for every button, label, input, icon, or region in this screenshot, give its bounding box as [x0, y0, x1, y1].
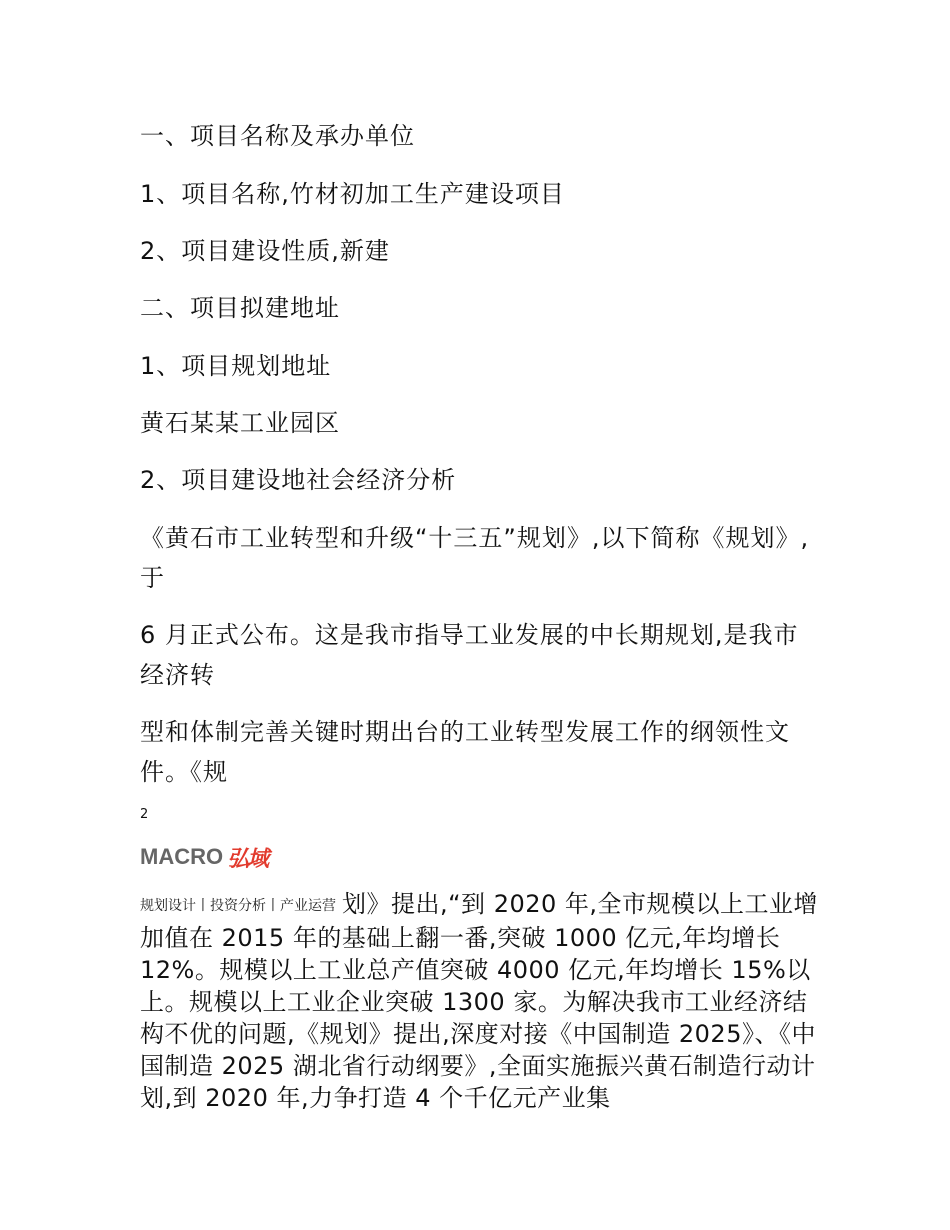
socioeconomic-heading: 2、项目建设地社会经济分析	[140, 466, 457, 494]
header-tagline: 规划设计丨投资分析丨产业运营	[140, 898, 336, 914]
paragraph-2: 6 月正式公布。这是我市指导工业发展的中长期规划,是我市经济转	[140, 621, 799, 689]
location-line: 黄石某某工业园区	[140, 409, 340, 437]
next-page-paragraph	[140, 888, 820, 1114]
logo-mark: 弘域	[227, 846, 268, 872]
logo-text: MACRO	[140, 844, 224, 869]
macro-logo	[140, 843, 267, 871]
page-number: 2	[140, 807, 149, 822]
next-page-body: 划》提出,“到 2020 年,全市规模以上工业增加值在 2015 年的基础上翻一番,突破 1000 亿元,年均增长 12%。规模以上工业总产值突破 4000 亿元,年均增长 15%以上。规模以上工业企业突破 1300 家。为解决我市工业经济结构不优的问题,《规划》提出,深度对接《中国制造 2025》、《中国制造 2025 湖北省行动纲要》,全面实施振兴黄石制造行动计划,到 2020 年,力争打造 4 个千亿元产业集	[140, 890, 819, 1112]
section-heading-1: 一、项目名称及承办单位	[140, 122, 415, 150]
section-heading-2: 二、项目拟建地址	[140, 294, 340, 322]
project-name-line: 1、项目名称,竹材初加工生产建设项目	[140, 180, 565, 208]
project-nature-line: 2、项目建设性质,新建	[140, 237, 390, 265]
paragraph-3: 型和体制完善关键时期出台的工业转型发展工作的纲领性文件。《规	[140, 718, 790, 786]
planned-address-line: 1、项目规划地址	[140, 352, 332, 380]
paragraph-1: 《黄石市工业转型和升级“十三五”规划》,以下简称《规划》,于	[140, 524, 810, 592]
